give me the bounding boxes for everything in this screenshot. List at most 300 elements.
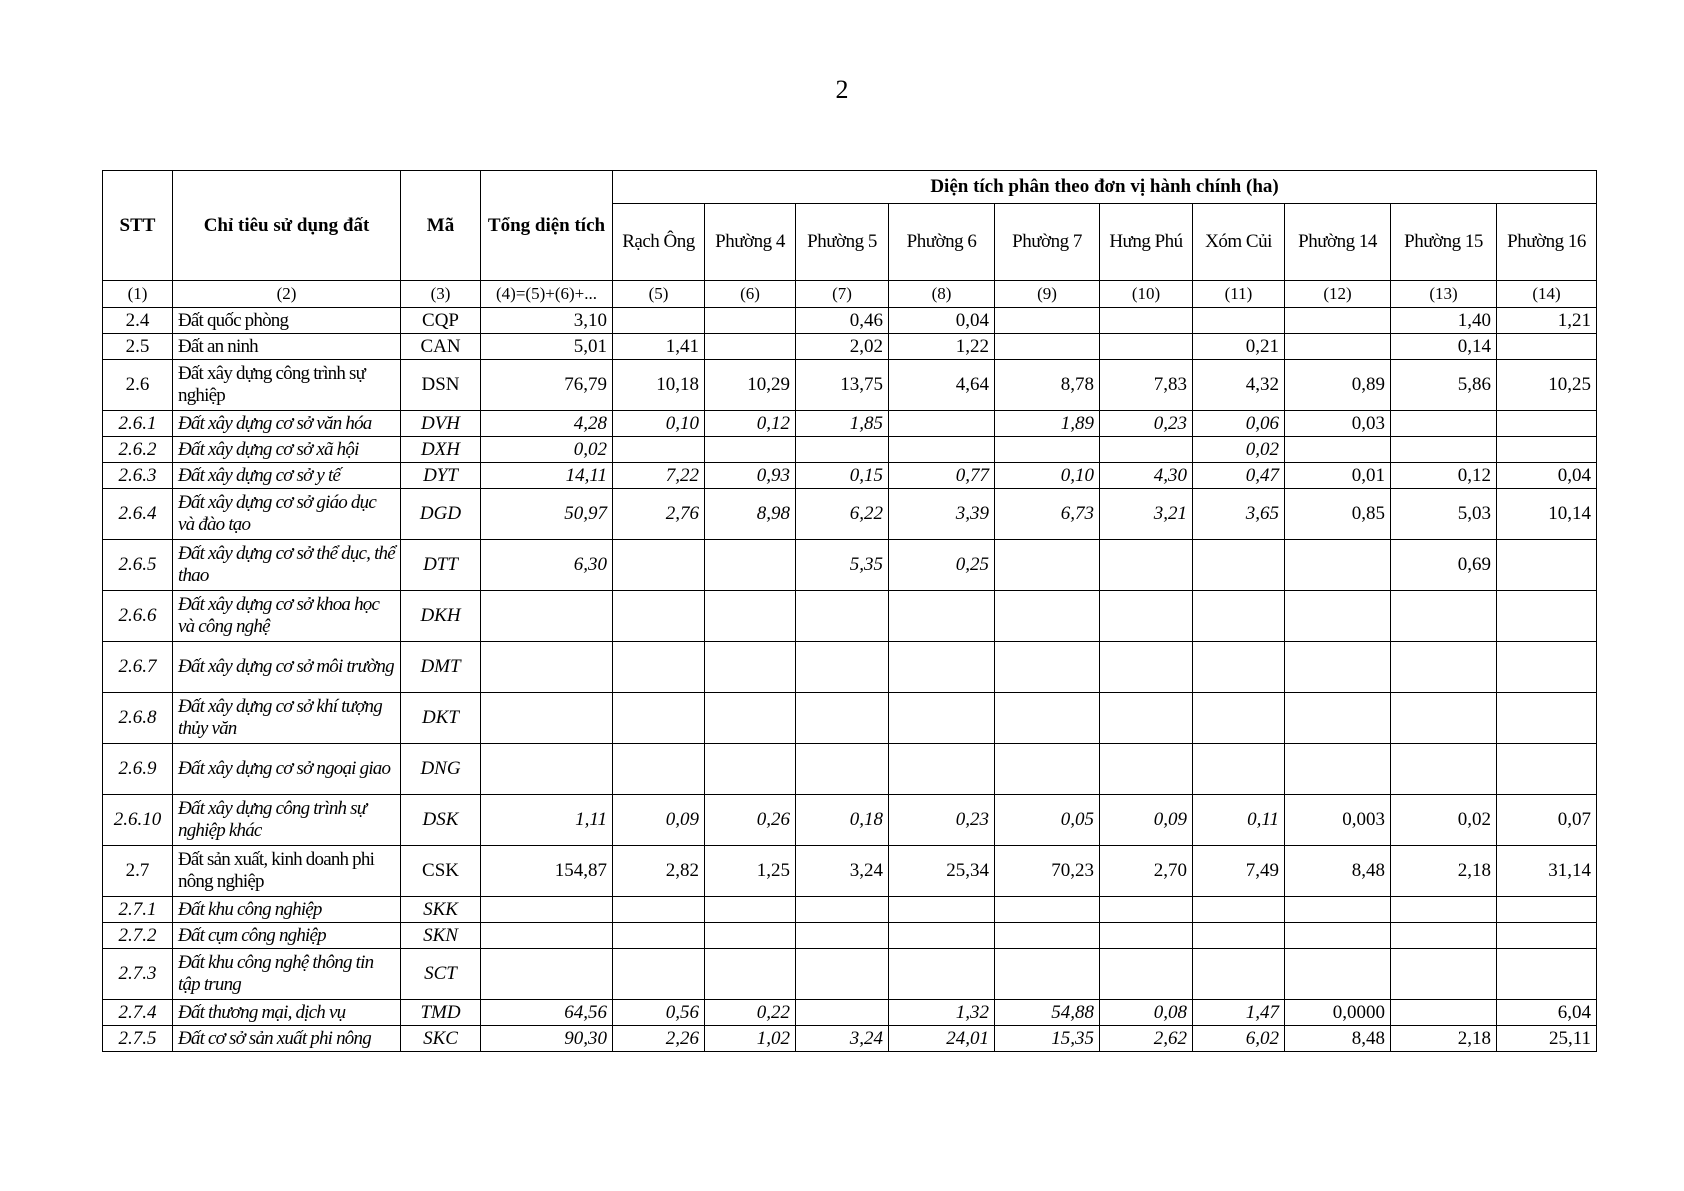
row-stt: 2.6.7	[103, 642, 173, 693]
table-row	[103, 642, 1597, 693]
row-ward-value: 3,39	[889, 489, 995, 540]
row-ward-value	[889, 591, 995, 642]
row-ward-value	[1285, 744, 1391, 795]
row-code: CAN	[401, 334, 481, 360]
row-ward-value: 0,09	[613, 795, 705, 846]
row-ward-value	[1100, 923, 1193, 949]
row-code: TMD	[401, 1000, 481, 1026]
row-stt: 2.6.8	[103, 693, 173, 744]
row-ward-value: 0,25	[889, 540, 995, 591]
row-ward-value: 0,06	[1193, 411, 1285, 437]
row-ward-value: 24,01	[889, 1026, 995, 1052]
row-ward-value	[1100, 540, 1193, 591]
row-ward-value	[1193, 308, 1285, 334]
table-row	[103, 897, 1597, 923]
row-ward-value	[889, 693, 995, 744]
row-total	[481, 744, 613, 795]
row-ward-value: 1,47	[1193, 1000, 1285, 1026]
row-ward-value	[1193, 591, 1285, 642]
row-ward-value	[705, 308, 796, 334]
row-total: 64,56	[481, 1000, 613, 1026]
row-ward-value	[995, 642, 1100, 693]
row-indicator: Đất khu công nghệ thông tin tập trung	[173, 949, 401, 1000]
row-ward-value: 8,48	[1285, 1026, 1391, 1052]
row-stt: 2.7.2	[103, 923, 173, 949]
header-ward: Hưng Phú	[1100, 204, 1193, 281]
row-ward-value	[1497, 949, 1597, 1000]
row-ward-value: 0,05	[995, 795, 1100, 846]
row-ward-value: 0,93	[705, 463, 796, 489]
row-stt: 2.7.4	[103, 1000, 173, 1026]
row-total: 3,10	[481, 308, 613, 334]
row-ward-value: 0,08	[1100, 1000, 1193, 1026]
header-admin-units: Diện tích phân theo đơn vị hành chính (ha)	[613, 171, 1597, 204]
row-stt: 2.6.4	[103, 489, 173, 540]
row-ward-value: 0,14	[1391, 334, 1497, 360]
row-ward-value	[613, 308, 705, 334]
row-ward-value	[1100, 308, 1193, 334]
table-row	[103, 591, 1597, 642]
row-ward-value: 8,98	[705, 489, 796, 540]
row-ward-value: 15,35	[995, 1026, 1100, 1052]
table-row	[103, 540, 1597, 591]
row-ward-value: 0,12	[705, 411, 796, 437]
row-ward-value	[613, 744, 705, 795]
row-ward-value: 25,11	[1497, 1026, 1597, 1052]
row-ward-value: 0,03	[1285, 411, 1391, 437]
row-ward-value	[705, 897, 796, 923]
row-ward-value: 25,34	[889, 846, 995, 897]
row-ward-value: 2,62	[1100, 1026, 1193, 1052]
table-row	[103, 949, 1597, 1000]
row-ward-value	[1100, 642, 1193, 693]
row-indicator: Đất sản xuất, kinh doanh phi nông nghiệp	[173, 846, 401, 897]
row-ward-value: 1,02	[705, 1026, 796, 1052]
row-ward-value: 7,49	[1193, 846, 1285, 897]
row-code: SKK	[401, 897, 481, 923]
table-row	[103, 463, 1597, 489]
row-indicator: Đất xây dựng cơ sở giáo dục và đào tạo	[173, 489, 401, 540]
row-ward-value: 6,02	[1193, 1026, 1285, 1052]
table-row	[103, 744, 1597, 795]
row-ward-value	[995, 897, 1100, 923]
row-indicator: Đất thương mại, dịch vụ	[173, 1000, 401, 1026]
header-ward: Phường 6	[889, 204, 995, 281]
page-number: 2	[835, 75, 849, 104]
row-ward-value: 5,35	[796, 540, 889, 591]
row-ward-value	[889, 642, 995, 693]
row-ward-value	[613, 693, 705, 744]
row-ward-value	[1391, 411, 1497, 437]
row-ward-value: 54,88	[995, 1000, 1100, 1026]
row-ward-value: 1,85	[796, 411, 889, 437]
row-ward-value: 2,18	[1391, 1026, 1497, 1052]
row-ward-value	[1391, 1000, 1497, 1026]
column-number: (14)	[1497, 281, 1597, 308]
row-ward-value	[995, 744, 1100, 795]
row-code: DVH	[401, 411, 481, 437]
row-ward-value: 2,70	[1100, 846, 1193, 897]
row-ward-value: 1,21	[1497, 308, 1597, 334]
row-ward-value	[1497, 693, 1597, 744]
row-ward-value: 6,04	[1497, 1000, 1597, 1026]
row-ward-value: 5,03	[1391, 489, 1497, 540]
row-ward-value	[995, 923, 1100, 949]
row-ward-value: 1,40	[1391, 308, 1497, 334]
table-row	[103, 923, 1597, 949]
row-ward-value	[995, 693, 1100, 744]
row-ward-value	[1193, 693, 1285, 744]
row-ward-value: 4,64	[889, 360, 995, 411]
row-total: 50,97	[481, 489, 613, 540]
row-indicator: Đất xây dựng cơ sở văn hóa	[173, 411, 401, 437]
header-code: Mã	[401, 171, 481, 281]
row-total: 76,79	[481, 360, 613, 411]
row-ward-value	[705, 591, 796, 642]
row-indicator: Đất xây dựng cơ sở y tế	[173, 463, 401, 489]
row-code: DNG	[401, 744, 481, 795]
row-stt: 2.6.6	[103, 591, 173, 642]
row-stt: 2.6	[103, 360, 173, 411]
row-ward-value	[796, 642, 889, 693]
row-ward-value: 0,15	[796, 463, 889, 489]
row-ward-value: 0,26	[705, 795, 796, 846]
row-indicator: Đất xây dựng công trình sự nghiệp khác	[173, 795, 401, 846]
row-ward-value: 0,23	[889, 795, 995, 846]
row-ward-value: 0,23	[1100, 411, 1193, 437]
row-stt: 2.6.3	[103, 463, 173, 489]
row-ward-value	[1497, 540, 1597, 591]
table-row	[103, 411, 1597, 437]
row-indicator: Đất xây dựng cơ sở ngoại giao	[173, 744, 401, 795]
row-ward-value: 0,10	[613, 411, 705, 437]
row-ward-value	[1285, 334, 1391, 360]
row-ward-value	[889, 949, 995, 1000]
row-ward-value: 70,23	[995, 846, 1100, 897]
row-ward-value	[705, 437, 796, 463]
row-ward-value	[1193, 923, 1285, 949]
row-ward-value: 2,82	[613, 846, 705, 897]
row-ward-value: 6,73	[995, 489, 1100, 540]
row-ward-value	[1497, 744, 1597, 795]
row-ward-value: 6,22	[796, 489, 889, 540]
row-ward-value	[1497, 437, 1597, 463]
row-ward-value: 5,86	[1391, 360, 1497, 411]
row-ward-value	[1285, 897, 1391, 923]
row-total: 0,02	[481, 437, 613, 463]
row-ward-value: 0,07	[1497, 795, 1597, 846]
row-total: 6,30	[481, 540, 613, 591]
header-ward: Phường 15	[1391, 204, 1497, 281]
row-indicator: Đất an ninh	[173, 334, 401, 360]
row-code: DGD	[401, 489, 481, 540]
row-ward-value	[1193, 744, 1285, 795]
row-ward-value: 0,10	[995, 463, 1100, 489]
row-stt: 2.6.1	[103, 411, 173, 437]
row-ward-value: 0,46	[796, 308, 889, 334]
row-ward-value	[796, 693, 889, 744]
row-ward-value	[889, 923, 995, 949]
column-number-row	[103, 281, 1597, 308]
row-ward-value: 7,83	[1100, 360, 1193, 411]
row-ward-value: 2,02	[796, 334, 889, 360]
row-ward-value	[613, 540, 705, 591]
row-indicator: Đất xây dựng cơ sở thể dục, thể thao	[173, 540, 401, 591]
row-ward-value	[705, 642, 796, 693]
row-ward-value	[995, 591, 1100, 642]
row-indicator: Đất xây dựng cơ sở khí tượng thủy văn	[173, 693, 401, 744]
row-ward-value	[1285, 591, 1391, 642]
row-ward-value: 0,89	[1285, 360, 1391, 411]
row-ward-value	[1391, 437, 1497, 463]
row-total: 1,11	[481, 795, 613, 846]
row-ward-value: 0,01	[1285, 463, 1391, 489]
header-indicator: Chỉ tiêu sử dụng đất	[173, 171, 401, 281]
table-row	[103, 1026, 1597, 1052]
row-ward-value	[1285, 642, 1391, 693]
row-ward-value: 1,25	[705, 846, 796, 897]
row-ward-value	[889, 744, 995, 795]
row-ward-value	[1100, 897, 1193, 923]
header-ward: Rạch Ông	[613, 204, 705, 281]
row-ward-value	[1391, 923, 1497, 949]
row-ward-value	[796, 1000, 889, 1026]
table-row	[103, 1000, 1597, 1026]
row-ward-value	[613, 923, 705, 949]
table-row	[103, 334, 1597, 360]
row-indicator: Đất cụm công nghiệp	[173, 923, 401, 949]
column-number: (3)	[401, 281, 481, 308]
row-ward-value	[1193, 642, 1285, 693]
row-ward-value	[705, 334, 796, 360]
row-ward-value: 3,21	[1100, 489, 1193, 540]
row-ward-value	[1497, 897, 1597, 923]
row-ward-value: 0,22	[705, 1000, 796, 1026]
row-ward-value: 0,04	[1497, 463, 1597, 489]
row-code: DKT	[401, 693, 481, 744]
row-ward-value: 2,18	[1391, 846, 1497, 897]
row-total	[481, 949, 613, 1000]
row-ward-value	[613, 949, 705, 1000]
row-code: DTT	[401, 540, 481, 591]
row-indicator: Đất cơ sở sản xuất phi nông	[173, 1026, 401, 1052]
row-code: SKN	[401, 923, 481, 949]
row-ward-value	[995, 949, 1100, 1000]
header-ward: Phường 16	[1497, 204, 1597, 281]
row-ward-value: 0,04	[889, 308, 995, 334]
table-row	[103, 360, 1597, 411]
row-total: 4,28	[481, 411, 613, 437]
row-ward-value: 0,003	[1285, 795, 1391, 846]
row-stt: 2.6.2	[103, 437, 173, 463]
row-ward-value: 2,26	[613, 1026, 705, 1052]
row-ward-value	[995, 308, 1100, 334]
row-ward-value	[613, 897, 705, 923]
column-number: (8)	[889, 281, 995, 308]
row-ward-value	[1497, 591, 1597, 642]
row-ward-value	[613, 642, 705, 693]
row-ward-value	[796, 744, 889, 795]
column-number: (9)	[995, 281, 1100, 308]
row-ward-value	[705, 540, 796, 591]
land-use-table	[102, 170, 1597, 1052]
row-ward-value: 10,25	[1497, 360, 1597, 411]
column-number: (2)	[173, 281, 401, 308]
row-ward-value: 0,18	[796, 795, 889, 846]
row-ward-value: 0,56	[613, 1000, 705, 1026]
row-stt: 2.7.3	[103, 949, 173, 1000]
row-code: CQP	[401, 308, 481, 334]
header-ward: Xóm Củi	[1193, 204, 1285, 281]
header-ward: Phường 5	[796, 204, 889, 281]
row-ward-value: 31,14	[1497, 846, 1597, 897]
row-ward-value	[796, 897, 889, 923]
table-row	[103, 308, 1597, 334]
row-total	[481, 693, 613, 744]
column-number: (5)	[613, 281, 705, 308]
row-ward-value: 0,21	[1193, 334, 1285, 360]
row-ward-value: 3,65	[1193, 489, 1285, 540]
row-ward-value: 1,22	[889, 334, 995, 360]
row-total: 14,11	[481, 463, 613, 489]
row-ward-value	[1391, 897, 1497, 923]
row-ward-value: 3,24	[796, 846, 889, 897]
row-ward-value	[796, 437, 889, 463]
row-ward-value: 0,02	[1193, 437, 1285, 463]
row-ward-value: 0,11	[1193, 795, 1285, 846]
row-ward-value: 0,09	[1100, 795, 1193, 846]
row-indicator: Đất xây dựng cơ sở khoa học và công nghệ	[173, 591, 401, 642]
row-ward-value	[796, 591, 889, 642]
column-number: (4)=(5)+(6)+...	[481, 281, 613, 308]
row-ward-value: 1,89	[995, 411, 1100, 437]
row-ward-value	[1391, 591, 1497, 642]
row-code: DSK	[401, 795, 481, 846]
row-ward-value	[1193, 540, 1285, 591]
row-ward-value	[1285, 923, 1391, 949]
row-ward-value	[1391, 693, 1497, 744]
row-ward-value	[796, 923, 889, 949]
row-ward-value	[995, 334, 1100, 360]
table-row	[103, 846, 1597, 897]
row-ward-value: 4,30	[1100, 463, 1193, 489]
header-ward: Phường 7	[995, 204, 1100, 281]
row-ward-value	[1193, 897, 1285, 923]
row-ward-value: 0,12	[1391, 463, 1497, 489]
row-ward-value	[1497, 923, 1597, 949]
header-stt: STT	[103, 171, 173, 281]
row-ward-value	[705, 949, 796, 1000]
column-number: (1)	[103, 281, 173, 308]
row-ward-value	[705, 693, 796, 744]
row-stt: 2.7.5	[103, 1026, 173, 1052]
row-ward-value: 10,18	[613, 360, 705, 411]
row-ward-value	[1497, 334, 1597, 360]
row-ward-value: 7,22	[613, 463, 705, 489]
row-ward-value: 10,29	[705, 360, 796, 411]
row-ward-value	[1391, 949, 1497, 1000]
row-ward-value	[613, 591, 705, 642]
row-ward-value	[889, 897, 995, 923]
row-ward-value	[889, 411, 995, 437]
row-code: DKH	[401, 591, 481, 642]
row-ward-value: 3,24	[796, 1026, 889, 1052]
row-code: CSK	[401, 846, 481, 897]
row-code: SCT	[401, 949, 481, 1000]
column-number: (13)	[1391, 281, 1497, 308]
row-indicator: Đất quốc phòng	[173, 308, 401, 334]
row-ward-value	[613, 437, 705, 463]
row-code: DMT	[401, 642, 481, 693]
row-ward-value: 0,69	[1391, 540, 1497, 591]
row-ward-value	[1100, 591, 1193, 642]
row-ward-value	[1100, 744, 1193, 795]
row-ward-value	[1391, 744, 1497, 795]
row-ward-value	[1285, 540, 1391, 591]
row-ward-value	[1285, 308, 1391, 334]
row-total	[481, 923, 613, 949]
row-ward-value: 8,48	[1285, 846, 1391, 897]
row-total	[481, 591, 613, 642]
row-stt: 2.7.1	[103, 897, 173, 923]
row-ward-value: 1,41	[613, 334, 705, 360]
column-number: (12)	[1285, 281, 1391, 308]
row-indicator: Đất xây dựng cơ sở môi trường	[173, 642, 401, 693]
column-number: (11)	[1193, 281, 1285, 308]
table-row	[103, 795, 1597, 846]
row-ward-value	[705, 744, 796, 795]
row-ward-value	[1497, 642, 1597, 693]
row-indicator: Đất xây dựng công trình sự nghiệp	[173, 360, 401, 411]
row-stt: 2.6.10	[103, 795, 173, 846]
row-ward-value: 0,77	[889, 463, 995, 489]
row-ward-value: 0,47	[1193, 463, 1285, 489]
row-indicator: Đất khu công nghiệp	[173, 897, 401, 923]
row-total: 154,87	[481, 846, 613, 897]
row-ward-value	[1285, 437, 1391, 463]
header-ward: Phường 4	[705, 204, 796, 281]
table-row	[103, 437, 1597, 463]
row-stt: 2.4	[103, 308, 173, 334]
table-row	[103, 489, 1597, 540]
row-ward-value	[705, 923, 796, 949]
header-ward: Phường 14	[1285, 204, 1391, 281]
row-ward-value	[1285, 949, 1391, 1000]
row-ward-value: 0,02	[1391, 795, 1497, 846]
row-ward-value	[796, 949, 889, 1000]
row-code: DYT	[401, 463, 481, 489]
row-code: DSN	[401, 360, 481, 411]
row-ward-value	[1100, 437, 1193, 463]
row-ward-value	[1100, 693, 1193, 744]
row-ward-value: 1,32	[889, 1000, 995, 1026]
column-number: (10)	[1100, 281, 1193, 308]
row-total	[481, 897, 613, 923]
row-ward-value	[1193, 949, 1285, 1000]
table-row	[103, 693, 1597, 744]
row-ward-value: 13,75	[796, 360, 889, 411]
row-ward-value	[1391, 642, 1497, 693]
row-stt: 2.6.9	[103, 744, 173, 795]
row-total	[481, 642, 613, 693]
column-number: (7)	[796, 281, 889, 308]
row-ward-value	[995, 437, 1100, 463]
row-stt: 2.7	[103, 846, 173, 897]
row-ward-value	[1285, 693, 1391, 744]
row-total: 90,30	[481, 1026, 613, 1052]
header-total: Tổng diện tích	[481, 171, 613, 281]
row-stt: 2.5	[103, 334, 173, 360]
